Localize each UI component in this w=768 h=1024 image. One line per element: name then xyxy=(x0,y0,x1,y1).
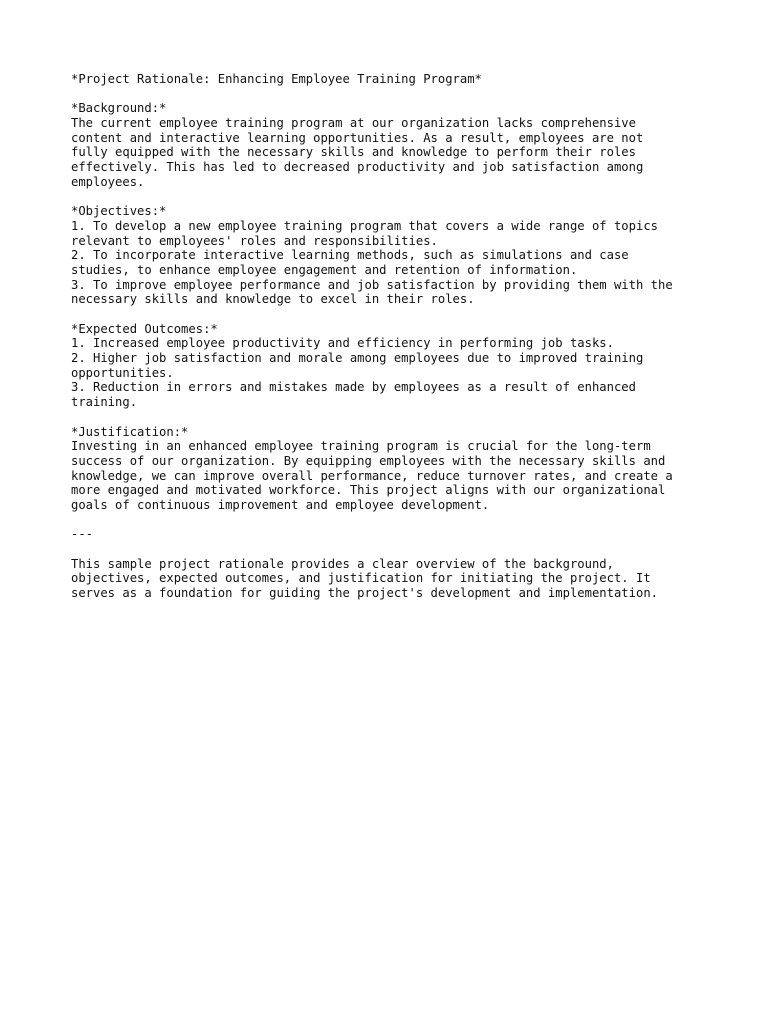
expected-outcomes-line: 1. Increased employee productivity and efficiency in performing job tasks. xyxy=(71,336,614,351)
closing-line: serves as a foundation for guiding the project's development and implementation. xyxy=(71,586,658,601)
spacer xyxy=(71,410,721,425)
expected-outcomes-line: opportunities. xyxy=(71,365,174,380)
closing-line: objectives, expected outcomes, and justification for initiating the project. It xyxy=(71,571,651,586)
expected-outcomes-line: training. xyxy=(71,395,138,410)
background-line: fully equipped with the necessary skills and knowledge to perform their roles xyxy=(71,145,636,160)
expected-outcomes-section xyxy=(71,322,721,410)
spacer xyxy=(71,190,721,205)
justification-line: knowledge, we can improve overall performance, reduce turnover rates, and create a xyxy=(71,468,673,483)
expected-outcomes-heading: *Expected Outcomes:* xyxy=(71,321,218,336)
spacer xyxy=(71,513,721,528)
background-line: The current employee training program at our organization lacks comprehensive xyxy=(71,116,636,131)
justification-section xyxy=(71,425,721,513)
background-line: content and interactive learning opportunities. As a result, employees are not xyxy=(71,130,644,145)
objectives-line: 3. To improve employee performance and job satisfaction by providing them with the xyxy=(71,277,673,292)
objectives-line: necessary skills and knowledge to excel in their roles. xyxy=(71,292,475,307)
justification-line: Investing in an enhanced employee training program is crucial for the long-term xyxy=(71,439,651,454)
document-page xyxy=(71,72,721,601)
objectives-line: 1. To develop a new employee training program that covers a wide range of topics xyxy=(71,218,658,233)
spacer xyxy=(71,307,721,322)
justification-heading: *Justification:* xyxy=(71,424,189,439)
background-heading: *Background:* xyxy=(71,101,167,116)
closing-section xyxy=(71,557,721,601)
background-line: effectively. This has led to decreased productivity and job satisfaction among xyxy=(71,160,644,175)
objectives-heading: *Objectives:* xyxy=(71,204,167,219)
expected-outcomes-line: 3. Reduction in errors and mistakes made by employees as a result of enhanced xyxy=(71,380,636,395)
document-title: *Project Rationale: Enhancing Employee Training Program* xyxy=(71,72,482,86)
background-section xyxy=(71,101,721,189)
section-separator: --- xyxy=(71,527,94,542)
expected-outcomes-line: 2. Higher job satisfaction and morale among employees due to improved training xyxy=(71,351,644,366)
objectives-section xyxy=(71,204,721,307)
justification-line: success of our organization. By equipping employees with the necessary skills and xyxy=(71,453,666,468)
justification-line: goals of continuous improvement and employee development. xyxy=(71,497,490,512)
spacer xyxy=(71,87,721,102)
spacer xyxy=(71,542,721,557)
closing-line: This sample project rationale provides a clear overview of the background, xyxy=(71,556,614,571)
justification-line: more engaged and motivated workforce. This project aligns with our organizational xyxy=(71,483,666,498)
objectives-line: 2. To incorporate interactive learning methods, such as simulations and case xyxy=(71,248,629,263)
objectives-line: relevant to employees' roles and responsibilities. xyxy=(71,233,438,248)
objectives-line: studies, to enhance employee engagement and retention of information. xyxy=(71,262,578,277)
background-line: employees. xyxy=(71,174,145,189)
